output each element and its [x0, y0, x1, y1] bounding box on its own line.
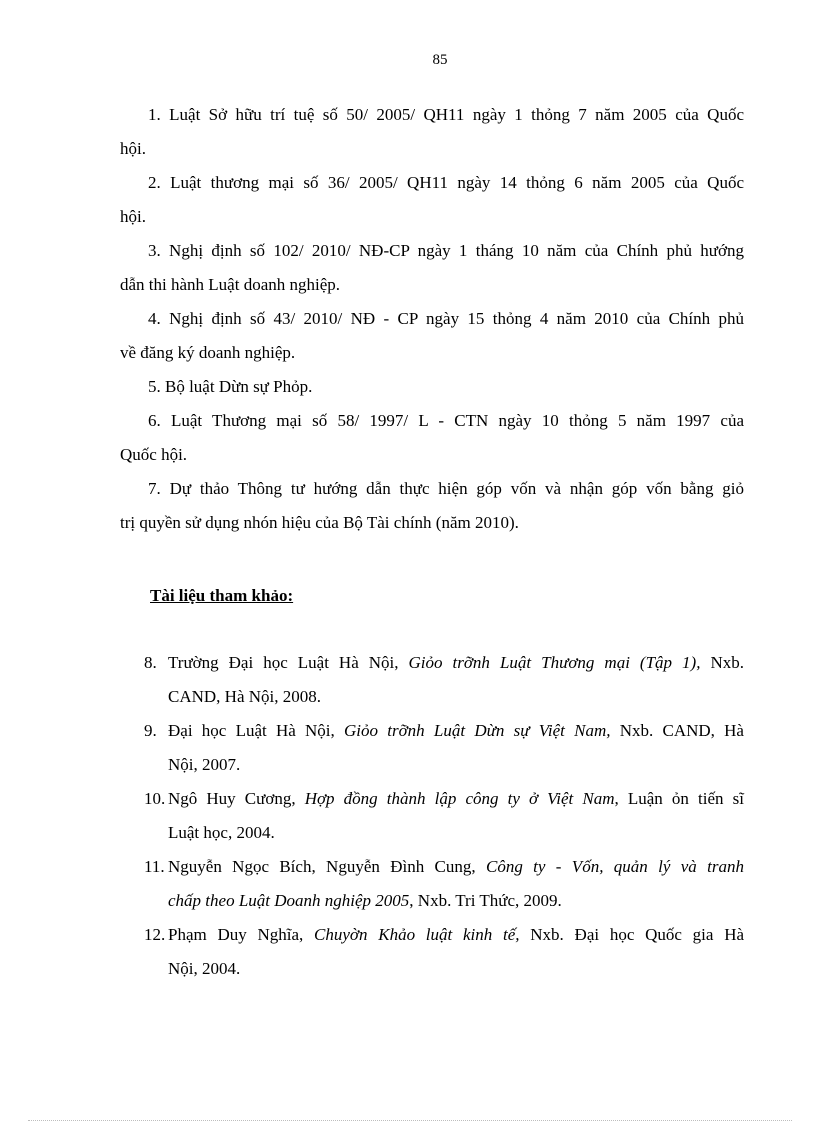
references-list: [140, 646, 744, 986]
reference-text: Nxb.: [700, 653, 745, 672]
reference-line: [168, 782, 744, 816]
reference-text: Nxb. Đại học Quốc gia Hà: [519, 925, 745, 944]
list-item-line: hội.: [120, 207, 146, 226]
reference-text: CAND, Hà Nội, 2008.: [168, 687, 321, 706]
list-item: [120, 404, 744, 472]
reference-number: 8.: [144, 653, 157, 672]
list-item-line: 3. Nghị định số 102/ 2010/ NĐ-CP ngày 1 tháng 10 năm của Chính phủ hướng: [148, 241, 744, 260]
reference-text: Ngô Huy Cương,: [168, 789, 305, 808]
reference-number: 10.: [144, 789, 166, 808]
reference-text: Phạm Duy Nghĩa,: [168, 925, 315, 944]
reference-text: Nxb. CAND, Hà: [610, 721, 744, 740]
list-item-line: 1. Luật Sở hữu trí tuệ số 50/ 2005/ QH11 ngày 1 thỏng 7 năm 2005 của Quốc: [148, 105, 744, 124]
reference-text: Đại học Luật Hà Nội,: [168, 721, 345, 740]
reference-line: [168, 918, 744, 952]
list-item: [120, 166, 744, 234]
list-item: [120, 302, 744, 370]
reference-number: 9.: [144, 721, 157, 740]
reference-line: [168, 714, 744, 748]
list-item: [120, 472, 744, 540]
list-item: [120, 98, 744, 166]
list-item-line: dẫn thi hành Luật doanh nghiệp.: [120, 275, 341, 294]
legal-documents-list: [120, 98, 744, 540]
reference-line: [168, 952, 744, 986]
reference-text: Nguyễn Ngọc Bích, Nguyễn Đình Cung,: [168, 857, 486, 876]
reference-text: Trường Đại học Luật Hà Nội,: [168, 653, 409, 672]
references-heading: Tài liệu tham khảo:: [150, 586, 294, 605]
reference-item: [140, 782, 744, 850]
list-item-line: về đăng ký doanh nghiệp.: [120, 343, 296, 362]
reference-line: [168, 680, 744, 714]
reference-line: [168, 816, 744, 850]
reference-line: [168, 850, 744, 884]
reference-item: [140, 714, 744, 782]
list-item: [120, 234, 744, 302]
reference-line: [168, 646, 744, 680]
list-item-line: 7. Dự thảo Thông tư hướng dẫn thực hiện góp vốn và nhận góp vốn bằng giỏ: [148, 479, 744, 498]
reference-item: [140, 850, 744, 918]
page-number: 85: [432, 52, 448, 68]
reference-number: 12.: [144, 925, 166, 944]
list-item-line: 5. Bộ luật Dừn sự Phỏp.: [148, 377, 313, 396]
list-item-line: 2. Luật thương mại số 36/ 2005/ QH11 ngày 14 thỏng 6 năm 2005 của Quốc: [148, 173, 744, 192]
list-item-line: 4. Nghị định số 43/ 2010/ NĐ - CP ngày 15 thỏng 4 năm 2010 của Chính phủ: [148, 309, 744, 328]
reference-number: 11.: [144, 857, 165, 876]
reference-title: Công ty - Vốn, quản lý và tranh: [486, 857, 744, 876]
reference-text: , Luận ỏn tiến sĩ: [614, 789, 744, 808]
reference-title: Giỏo trỡnh Luật Dừn sự Việt Nam,: [344, 721, 611, 740]
reference-item: [140, 918, 744, 986]
page-bottom-divider: [28, 1120, 792, 1121]
list-item-line: trị quyền sử dụng nhón hiệu của Bộ Tài chính (năm 2010).: [120, 513, 519, 532]
list-item-line: hội.: [120, 139, 146, 158]
list-item-line: Quốc hội.: [120, 445, 188, 464]
reference-line: [168, 884, 744, 918]
reference-title: Hợp đồng thành lập công ty ở Việt Nam: [304, 789, 615, 808]
reference-text: Luật học, 2004.: [168, 823, 275, 842]
reference-title: chấp theo Luật Doanh nghiệp 2005: [168, 891, 410, 910]
reference-line: [168, 748, 744, 782]
list-item: [120, 370, 744, 404]
reference-title: Chuyờn Khảo luật kinh tế,: [314, 925, 520, 944]
reference-item: [140, 646, 744, 714]
reference-text: Nội, 2004.: [168, 959, 241, 978]
list-item-line: 6. Luật Thương mại số 58/ 1997/ L - CTN ngày 10 thỏng 5 năm 1997 của: [148, 411, 744, 430]
reference-text: Nội, 2007.: [168, 755, 241, 774]
reference-title: Giỏo trỡnh Luật Thương mại (Tập 1),: [408, 653, 701, 672]
reference-text: , Nxb. Tri Thức, 2009.: [409, 891, 562, 910]
